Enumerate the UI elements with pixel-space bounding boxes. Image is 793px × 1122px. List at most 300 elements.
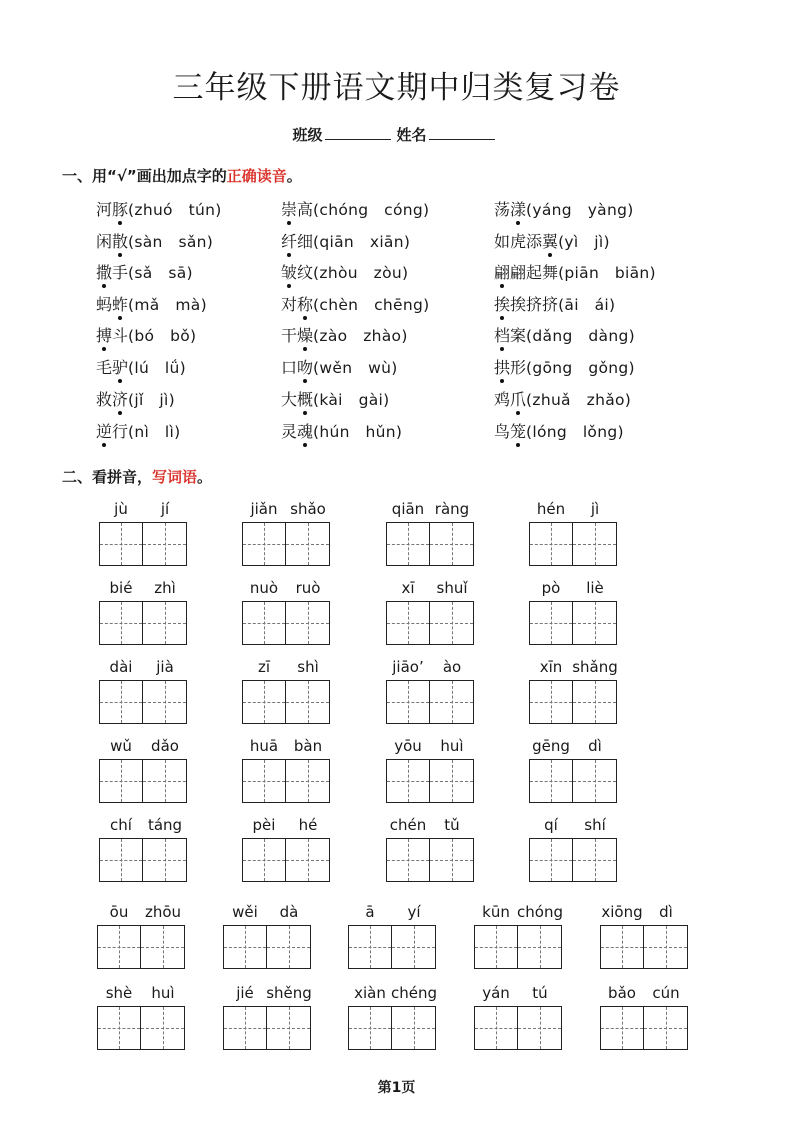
emphasis-dot-icon bbox=[118, 221, 122, 225]
pronunciation-row bbox=[96, 419, 736, 445]
pinyin-label bbox=[529, 500, 617, 520]
writing-boxes bbox=[600, 1006, 688, 1050]
pronunciation-item[interactable] bbox=[494, 229, 610, 252]
writing-box[interactable] bbox=[143, 680, 187, 724]
writing-box[interactable] bbox=[242, 680, 286, 724]
pronunciation-item[interactable] bbox=[494, 355, 635, 378]
pinyin-syllable: pèi bbox=[252, 816, 276, 834]
pronunciation-item[interactable] bbox=[494, 323, 635, 346]
pronunciation-item[interactable] bbox=[96, 292, 207, 315]
pinyin-syllable: hén bbox=[536, 500, 566, 518]
writing-boxes bbox=[529, 680, 617, 724]
writing-box[interactable] bbox=[348, 1006, 392, 1050]
item-word: 救济 bbox=[96, 390, 128, 409]
pinyin-options: (yáng yàng) bbox=[526, 201, 634, 219]
pinyin-syllable: jià bbox=[156, 658, 174, 676]
pinyin-syllable: jié bbox=[236, 984, 254, 1002]
pinyin-options: (lóng lǒng) bbox=[526, 423, 624, 441]
emphasis-dot-icon bbox=[118, 253, 122, 257]
writing-boxes bbox=[529, 522, 617, 566]
pinyin-label bbox=[348, 984, 436, 1004]
writing-boxes bbox=[97, 1006, 185, 1050]
emphasis-dot-icon bbox=[500, 379, 504, 383]
pinyin-label bbox=[242, 579, 330, 599]
pinyin-label bbox=[97, 903, 185, 923]
pinyin-label bbox=[529, 579, 617, 599]
item-word: 鸟笼 bbox=[494, 422, 526, 441]
writing-boxes bbox=[474, 925, 562, 969]
item-word: 灵魂 bbox=[281, 422, 313, 441]
writing-boxes bbox=[529, 601, 617, 645]
writing-box[interactable] bbox=[286, 601, 330, 645]
writing-box[interactable] bbox=[529, 522, 573, 566]
pinyin-syllable: ōu bbox=[109, 903, 129, 921]
pinyin-syllable: ā bbox=[365, 903, 375, 921]
writing-boxes bbox=[242, 601, 330, 645]
pinyin-options: (zhuǎ zhǎo) bbox=[526, 391, 632, 409]
pinyin-options: (jǐ jì) bbox=[128, 391, 175, 409]
section1-heading-prefix: 一、用“√”画出加点字的 bbox=[62, 167, 227, 185]
emphasis-dot-icon bbox=[303, 316, 307, 320]
writing-box[interactable] bbox=[242, 601, 286, 645]
writing-boxes bbox=[386, 522, 474, 566]
pinyin-syllable: wěi bbox=[232, 903, 258, 921]
writing-box[interactable] bbox=[474, 1006, 518, 1050]
pinyin-options: (sǎ sā) bbox=[128, 264, 193, 282]
pinyin-syllable: shěng bbox=[266, 984, 312, 1002]
pinyin-label bbox=[223, 903, 311, 923]
writing-box[interactable] bbox=[99, 838, 143, 882]
name-label: 姓名 bbox=[396, 126, 427, 144]
pinyin-label bbox=[223, 984, 311, 1004]
writing-box[interactable] bbox=[529, 601, 573, 645]
writing-boxes bbox=[600, 925, 688, 969]
writing-box[interactable] bbox=[286, 759, 330, 803]
pinyin-syllable: xī bbox=[401, 579, 415, 597]
pinyin-syllable: huā bbox=[249, 737, 279, 755]
pronunciation-item[interactable] bbox=[96, 260, 193, 283]
pinyin-syllable: liè bbox=[586, 579, 604, 597]
pronunciation-item[interactable] bbox=[96, 419, 180, 442]
pinyin-syllable: nuò bbox=[249, 579, 279, 597]
pinyin-syllable: chóng bbox=[517, 903, 563, 921]
pronunciation-item[interactable] bbox=[494, 419, 624, 442]
writing-box[interactable] bbox=[600, 925, 644, 969]
item-word: 崇 高 bbox=[281, 200, 313, 219]
pinyin-syllable: táng bbox=[147, 816, 183, 834]
pronunciation-item[interactable] bbox=[281, 292, 429, 315]
writing-box[interactable] bbox=[644, 925, 688, 969]
pinyin-syllable: tǔ bbox=[444, 816, 460, 834]
pronunciation-item[interactable] bbox=[494, 292, 615, 315]
pinyin-syllable: yí bbox=[407, 903, 421, 921]
pinyin-syllable: xiàn bbox=[354, 984, 386, 1002]
class-blank[interactable] bbox=[325, 125, 391, 140]
pinyin-options: (yì jì) bbox=[558, 233, 610, 251]
pinyin-syllable: jiǎn bbox=[250, 500, 278, 518]
item-word: 拱 形 bbox=[494, 358, 526, 377]
grid-row bbox=[0, 658, 793, 728]
pinyin-label bbox=[242, 816, 330, 836]
writing-boxes bbox=[348, 925, 436, 969]
writing-box[interactable] bbox=[386, 838, 430, 882]
writing-box[interactable] bbox=[386, 601, 430, 645]
writing-box[interactable] bbox=[392, 925, 436, 969]
writing-box[interactable] bbox=[430, 680, 474, 724]
pinyin-label bbox=[242, 737, 330, 757]
writing-box[interactable] bbox=[143, 838, 187, 882]
page-number: 第1页 bbox=[377, 1080, 416, 1096]
pinyin-syllable: jí bbox=[160, 500, 170, 518]
writing-boxes bbox=[99, 680, 187, 724]
pinyin-label bbox=[348, 903, 436, 923]
writing-boxes bbox=[242, 759, 330, 803]
pinyin-syllable: jì bbox=[590, 500, 600, 518]
pinyin-syllable: kūn bbox=[482, 903, 510, 921]
pinyin-label bbox=[99, 816, 187, 836]
grid-row bbox=[0, 984, 793, 1054]
emphasis-dot-icon bbox=[118, 411, 122, 415]
writing-box[interactable] bbox=[529, 680, 573, 724]
writing-box[interactable] bbox=[573, 759, 617, 803]
pinyin-label bbox=[474, 903, 562, 923]
pinyin-options: (piān biān) bbox=[558, 264, 656, 282]
writing-box[interactable] bbox=[392, 1006, 436, 1050]
item-word: 河豚 bbox=[96, 200, 128, 219]
emphasis-dot-icon bbox=[500, 284, 504, 288]
pronunciation-row bbox=[96, 387, 736, 413]
class-label: 班级 bbox=[292, 126, 323, 144]
pinyin-options: (dǎng dàng) bbox=[526, 327, 635, 345]
page-title: 三年级下册语文期中归类复习卷 bbox=[172, 70, 621, 106]
emphasis-dot-icon bbox=[516, 443, 520, 447]
pronunciation-item[interactable] bbox=[96, 197, 222, 220]
pinyin-syllable: xiōng bbox=[601, 903, 643, 921]
writing-box[interactable] bbox=[518, 1006, 562, 1050]
writing-box[interactable] bbox=[143, 522, 187, 566]
writing-box[interactable] bbox=[573, 601, 617, 645]
pronunciation-item[interactable] bbox=[281, 260, 408, 283]
writing-boxes bbox=[242, 522, 330, 566]
pinyin-label bbox=[600, 984, 688, 1004]
writing-box[interactable] bbox=[99, 759, 143, 803]
pronunciation-row bbox=[96, 292, 736, 318]
pinyin-syllable: huì bbox=[151, 984, 175, 1002]
writing-boxes bbox=[529, 838, 617, 882]
pinyin-options: (mǎ mà) bbox=[128, 296, 207, 314]
emphasis-dot-icon bbox=[118, 316, 122, 320]
writing-box[interactable] bbox=[242, 838, 286, 882]
pronunciation-row bbox=[96, 323, 736, 349]
pinyin-label bbox=[474, 984, 562, 1004]
pinyin-syllable: chí bbox=[110, 816, 132, 834]
pronunciation-item[interactable] bbox=[281, 197, 429, 220]
emphasis-dot-icon bbox=[516, 221, 520, 225]
writing-boxes bbox=[386, 680, 474, 724]
pinyin-syllable: shuǐ bbox=[436, 579, 468, 597]
pinyin-syllable: hé bbox=[298, 816, 318, 834]
pinyin-syllable: dài bbox=[109, 658, 133, 676]
pronunciation-item[interactable] bbox=[494, 197, 634, 220]
pinyin-label bbox=[242, 500, 330, 520]
pinyin-options: (chèn chēng) bbox=[313, 296, 430, 314]
item-word: 鸡爪 bbox=[494, 390, 526, 409]
writing-box[interactable] bbox=[600, 1006, 644, 1050]
writing-box[interactable] bbox=[430, 522, 474, 566]
pinyin-options: (sàn sǎn) bbox=[128, 233, 214, 251]
item-word: 逆 行 bbox=[96, 422, 128, 441]
pinyin-options: (gōng gǒng) bbox=[526, 359, 635, 377]
writing-boxes bbox=[223, 925, 311, 969]
grid-row bbox=[0, 903, 793, 973]
writing-boxes bbox=[348, 1006, 436, 1050]
writing-box[interactable] bbox=[573, 838, 617, 882]
item-word: 皱 纹 bbox=[281, 263, 313, 282]
emphasis-dot-icon bbox=[303, 347, 307, 351]
writing-box[interactable] bbox=[386, 522, 430, 566]
writing-box[interactable] bbox=[573, 522, 617, 566]
pronunciation-row bbox=[96, 355, 736, 381]
pronunciation-row bbox=[96, 197, 736, 223]
writing-box[interactable] bbox=[141, 925, 185, 969]
writing-box[interactable] bbox=[286, 680, 330, 724]
pinyin-syllable: ruò bbox=[295, 579, 321, 597]
writing-box[interactable] bbox=[573, 680, 617, 724]
pinyin-label bbox=[386, 737, 474, 757]
pinyin-syllable: shì bbox=[297, 658, 319, 676]
pinyin-syllable: shǎo bbox=[290, 500, 326, 518]
class-name-line bbox=[0, 124, 793, 145]
emphasis-dot-icon bbox=[287, 253, 291, 257]
item-word: 蚂蚱 bbox=[96, 295, 128, 314]
item-word: 撒 手 bbox=[96, 263, 128, 282]
section2-heading-suffix: 。 bbox=[197, 468, 213, 486]
pinyin-label bbox=[529, 737, 617, 757]
item-word: 档 案 bbox=[494, 326, 526, 345]
pinyin-syllable: shè bbox=[105, 984, 133, 1002]
writing-box[interactable] bbox=[644, 1006, 688, 1050]
pronunciation-row bbox=[96, 229, 736, 255]
writing-boxes bbox=[99, 601, 187, 645]
pinyin-syllable: zhì bbox=[154, 579, 176, 597]
item-word: 干燥 bbox=[281, 326, 313, 345]
pinyin-options: (hún hǔn) bbox=[313, 423, 403, 441]
pronunciation-item[interactable] bbox=[494, 260, 656, 283]
writing-boxes bbox=[386, 601, 474, 645]
pinyin-syllable: wǔ bbox=[110, 737, 132, 755]
pinyin-syllable: huì bbox=[440, 737, 464, 755]
pinyin-syllable: tú bbox=[532, 984, 548, 1002]
pronunciation-item[interactable] bbox=[281, 229, 410, 252]
pinyin-syllable: bàn bbox=[293, 737, 323, 755]
grid-row bbox=[0, 500, 793, 570]
emphasis-dot-icon bbox=[516, 411, 520, 415]
pinyin-syllable: dǎo bbox=[151, 737, 179, 755]
writing-box[interactable] bbox=[474, 925, 518, 969]
name-blank[interactable] bbox=[429, 125, 495, 140]
pinyin-syllable: dì bbox=[588, 737, 602, 755]
emphasis-dot-icon bbox=[303, 411, 307, 415]
pronunciation-item[interactable] bbox=[281, 387, 389, 410]
pinyin-options: (āi ái) bbox=[558, 296, 616, 314]
item-word: 翩 翩起舞 bbox=[494, 263, 558, 282]
pinyin-syllable: jù bbox=[114, 500, 128, 518]
writing-boxes bbox=[242, 680, 330, 724]
emphasis-dot-icon bbox=[102, 347, 106, 351]
writing-boxes bbox=[99, 759, 187, 803]
pinyin-syllable: shí bbox=[584, 816, 606, 834]
pinyin-syllable: yōu bbox=[394, 737, 422, 755]
pinyin-syllable: gēng bbox=[532, 737, 570, 755]
emphasis-dot-icon bbox=[548, 253, 552, 257]
emphasis-dot-icon bbox=[500, 347, 504, 351]
pinyin-label bbox=[386, 579, 474, 599]
section1-heading-highlight: 正确读音 bbox=[226, 167, 287, 185]
pinyin-options: (zhòu zòu) bbox=[313, 264, 409, 282]
writing-boxes bbox=[223, 1006, 311, 1050]
writing-box[interactable] bbox=[430, 838, 474, 882]
writing-boxes bbox=[529, 759, 617, 803]
pinyin-options: (nì lì) bbox=[128, 423, 181, 441]
pronunciation-item[interactable] bbox=[96, 387, 175, 410]
grid-row bbox=[0, 816, 793, 886]
writing-box[interactable] bbox=[430, 601, 474, 645]
pinyin-label bbox=[529, 658, 617, 678]
pinyin-label bbox=[242, 658, 330, 678]
pinyin-syllable: bǎo bbox=[608, 984, 636, 1002]
pinyin-syllable: qiān bbox=[391, 500, 425, 518]
writing-box[interactable] bbox=[143, 601, 187, 645]
pinyin-options: (lú lǘ) bbox=[128, 359, 186, 377]
writing-boxes bbox=[474, 1006, 562, 1050]
writing-box[interactable] bbox=[143, 759, 187, 803]
section2-heading-prefix: 二、看拼音， bbox=[62, 468, 153, 486]
writing-box[interactable] bbox=[242, 759, 286, 803]
writing-box[interactable] bbox=[386, 680, 430, 724]
writing-boxes bbox=[97, 925, 185, 969]
writing-box[interactable] bbox=[518, 925, 562, 969]
writing-boxes bbox=[386, 838, 474, 882]
pronunciation-item[interactable] bbox=[96, 323, 196, 346]
pinyin-label bbox=[386, 816, 474, 836]
pinyin-options: (zào zhào) bbox=[313, 327, 408, 345]
pinyin-syllable: cún bbox=[652, 984, 680, 1002]
writing-boxes bbox=[99, 522, 187, 566]
pinyin-options: (chóng cóng) bbox=[313, 201, 430, 219]
item-word: 口吻 bbox=[281, 358, 313, 377]
writing-box[interactable] bbox=[267, 1006, 311, 1050]
pinyin-options: (zhuó tún) bbox=[128, 201, 222, 219]
writing-box[interactable] bbox=[267, 925, 311, 969]
pinyin-syllable: qí bbox=[544, 816, 558, 834]
writing-box[interactable] bbox=[430, 759, 474, 803]
pinyin-label bbox=[97, 984, 185, 1004]
pinyin-label bbox=[99, 500, 187, 520]
pronunciation-item[interactable] bbox=[96, 229, 213, 252]
pinyin-syllable: dà bbox=[279, 903, 299, 921]
emphasis-dot-icon bbox=[102, 284, 106, 288]
item-word: 挨 挨挤挤 bbox=[494, 295, 558, 314]
pinyin-label bbox=[99, 579, 187, 599]
item-word: 如虎添翼 bbox=[494, 232, 558, 251]
writing-box[interactable] bbox=[99, 522, 143, 566]
pronunciation-item[interactable] bbox=[281, 355, 398, 378]
pinyin-options: (bó bǒ) bbox=[128, 327, 197, 345]
pronunciation-item[interactable] bbox=[494, 387, 631, 410]
writing-box[interactable] bbox=[97, 1006, 141, 1050]
pinyin-syllable: yán bbox=[482, 984, 510, 1002]
writing-box[interactable] bbox=[97, 925, 141, 969]
item-word: 对称 bbox=[281, 295, 313, 314]
emphasis-dot-icon bbox=[303, 379, 307, 383]
writing-box[interactable] bbox=[348, 925, 392, 969]
item-word: 纤 细 bbox=[281, 232, 313, 251]
writing-box[interactable] bbox=[386, 759, 430, 803]
pinyin-syllable: dì bbox=[659, 903, 673, 921]
pinyin-label bbox=[386, 658, 474, 678]
pinyin-syllable: bié bbox=[109, 579, 133, 597]
pronunciation-item[interactable] bbox=[96, 355, 186, 378]
pronunciation-item[interactable] bbox=[281, 323, 408, 346]
pinyin-syllable: zhōu bbox=[144, 903, 182, 921]
pinyin-options: (qiān xiān) bbox=[313, 233, 411, 251]
writing-boxes bbox=[386, 759, 474, 803]
pinyin-syllable: ào bbox=[442, 658, 462, 676]
pinyin-label bbox=[99, 658, 187, 678]
pinyin-syllable: chén bbox=[389, 816, 427, 834]
pinyin-syllable: shǎng bbox=[572, 658, 618, 676]
writing-box[interactable] bbox=[529, 759, 573, 803]
emphasis-dot-icon bbox=[102, 443, 106, 447]
pinyin-syllable: ràng bbox=[434, 500, 470, 518]
pinyin-label bbox=[600, 903, 688, 923]
writing-box[interactable] bbox=[99, 680, 143, 724]
emphasis-dot-icon bbox=[500, 316, 504, 320]
writing-box[interactable] bbox=[223, 925, 267, 969]
pinyin-options: (wěn wù) bbox=[313, 359, 398, 377]
pronunciation-row bbox=[96, 260, 736, 286]
writing-boxes bbox=[242, 838, 330, 882]
pinyin-label bbox=[99, 737, 187, 757]
writing-box[interactable] bbox=[529, 838, 573, 882]
grid-row bbox=[0, 737, 793, 807]
section2-heading-highlight: 写词语 bbox=[152, 468, 198, 486]
pinyin-label bbox=[386, 500, 474, 520]
pinyin-syllable: pò bbox=[541, 579, 561, 597]
pronunciation-item[interactable] bbox=[281, 419, 402, 442]
pinyin-syllable: jiāo’ bbox=[392, 658, 424, 676]
writing-box[interactable] bbox=[242, 522, 286, 566]
section1-heading-suffix: 。 bbox=[286, 167, 302, 185]
writing-box[interactable] bbox=[141, 1006, 185, 1050]
item-word: 搏 斗 bbox=[96, 326, 128, 345]
emphasis-dot-icon bbox=[118, 379, 122, 383]
pinyin-syllable: chéng bbox=[390, 984, 438, 1002]
writing-box[interactable] bbox=[286, 838, 330, 882]
pinyin-syllable: zī bbox=[257, 658, 271, 676]
section2-heading bbox=[62, 466, 212, 487]
pinyin-options: (kài gài) bbox=[313, 391, 390, 409]
writing-box[interactable] bbox=[99, 601, 143, 645]
section1-heading bbox=[62, 165, 302, 186]
writing-boxes bbox=[99, 838, 187, 882]
pinyin-syllable: xīn bbox=[539, 658, 563, 676]
emphasis-dot-icon bbox=[287, 221, 291, 225]
item-word: 大概 bbox=[281, 390, 313, 409]
writing-box[interactable] bbox=[223, 1006, 267, 1050]
writing-box[interactable] bbox=[286, 522, 330, 566]
item-word: 毛驴 bbox=[96, 358, 128, 377]
